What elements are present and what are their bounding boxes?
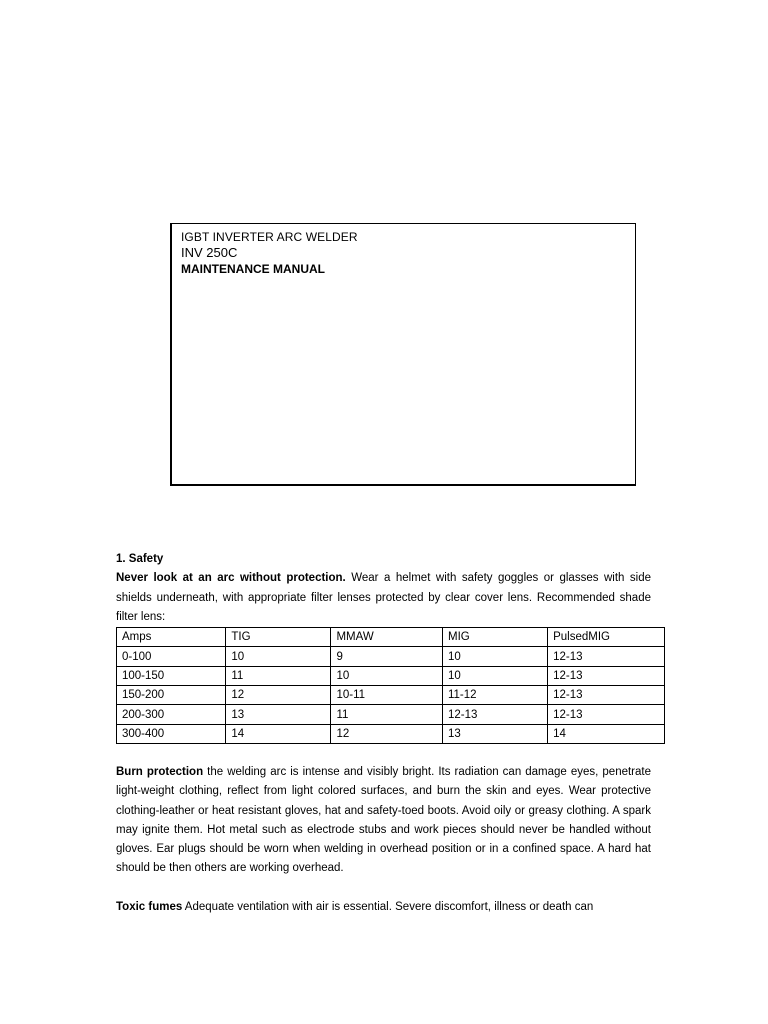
table-row — [117, 647, 665, 666]
shade-filter-table — [116, 627, 665, 744]
table-cell: 13 — [226, 705, 331, 724]
table-cell: 10 — [331, 666, 443, 685]
burn-protection-lead: Burn protection — [116, 765, 204, 778]
table-header-cell: TIG — [226, 628, 331, 647]
table-cell: 12-13 — [548, 647, 665, 666]
model-number: INV 250C — [181, 245, 238, 260]
table-row — [117, 666, 665, 685]
manual-title: MAINTENANCE MANUAL — [181, 262, 325, 276]
table-cell: 12 — [226, 686, 331, 705]
table-header-cell: MMAW — [331, 628, 443, 647]
table-cell: 11-12 — [442, 686, 547, 705]
toxic-fumes-lead: Toxic fumes — [116, 900, 183, 913]
table-cell: 14 — [226, 724, 331, 743]
toxic-fumes-text: Adequate ventilation with air is essential. Severe discomfort, illness or death can — [182, 900, 594, 913]
table-header-cell: PulsedMIG — [548, 628, 665, 647]
paragraph-spacer — [116, 744, 651, 763]
section-heading-safety: 1. Safety — [116, 553, 164, 565]
table-cell: 10 — [442, 666, 547, 685]
table-cell: 0-100 — [117, 647, 226, 666]
toxic-fumes-paragraph — [116, 898, 651, 917]
table-cell: 100-150 — [117, 666, 226, 685]
table-header-cell: MIG — [442, 628, 547, 647]
table-cell: 12-13 — [442, 705, 547, 724]
product-type-title: IGBT INVERTER ARC WELDER — [181, 230, 358, 244]
table-row — [117, 686, 665, 705]
table-row — [117, 724, 665, 743]
safety-section — [116, 550, 651, 917]
arc-protection-paragraph — [116, 569, 651, 627]
arc-protection-text: Wear a helmet with safety goggles or glasses with side shields underneath, with appropriate filter lenses protected by clear cover lens. Recommended shade filter lens: — [116, 572, 652, 623]
table-header-row — [117, 628, 665, 647]
table-cell: 150-200 — [117, 686, 226, 705]
table-cell: 12-13 — [548, 686, 665, 705]
cover-title-box — [170, 223, 636, 486]
table-cell: 200-300 — [117, 705, 226, 724]
arc-protection-lead: Never look at an arc without protection. — [116, 572, 346, 585]
table-cell: 10 — [442, 647, 547, 666]
table-cell: 10 — [226, 647, 331, 666]
table-cell: 9 — [331, 647, 443, 666]
burn-protection-paragraph — [116, 763, 651, 879]
table-cell: 12 — [331, 724, 443, 743]
paragraph-spacer — [116, 879, 651, 898]
table-cell: 12-13 — [548, 666, 665, 685]
table-row — [117, 705, 665, 724]
table-cell: 11 — [226, 666, 331, 685]
table-cell: 14 — [548, 724, 665, 743]
table-cell: 11 — [331, 705, 443, 724]
table-cell: 300-400 — [117, 724, 226, 743]
table-cell: 10-11 — [331, 686, 443, 705]
burn-protection-text: the welding arc is intense and visibly bright. Its radiation can damage eyes, penetrate light-weight clothing, reflect from light colored surfaces, and burn the skin and eyes. Wear protective clothing-leather or heat resistant gloves, hat and safety-toed boots. Avoid oily or greasy clothing. A spark may ignite them. Hot metal such as electrode stubs and work pieces should never be handled without gloves. Ear plugs should be worn when welding in overhead position or in a confined space. A hard hat should be then others are working overhead. — [116, 765, 651, 875]
table-cell: 13 — [442, 724, 547, 743]
table-header-cell: Amps — [117, 628, 226, 647]
table-cell: 12-13 — [548, 705, 665, 724]
